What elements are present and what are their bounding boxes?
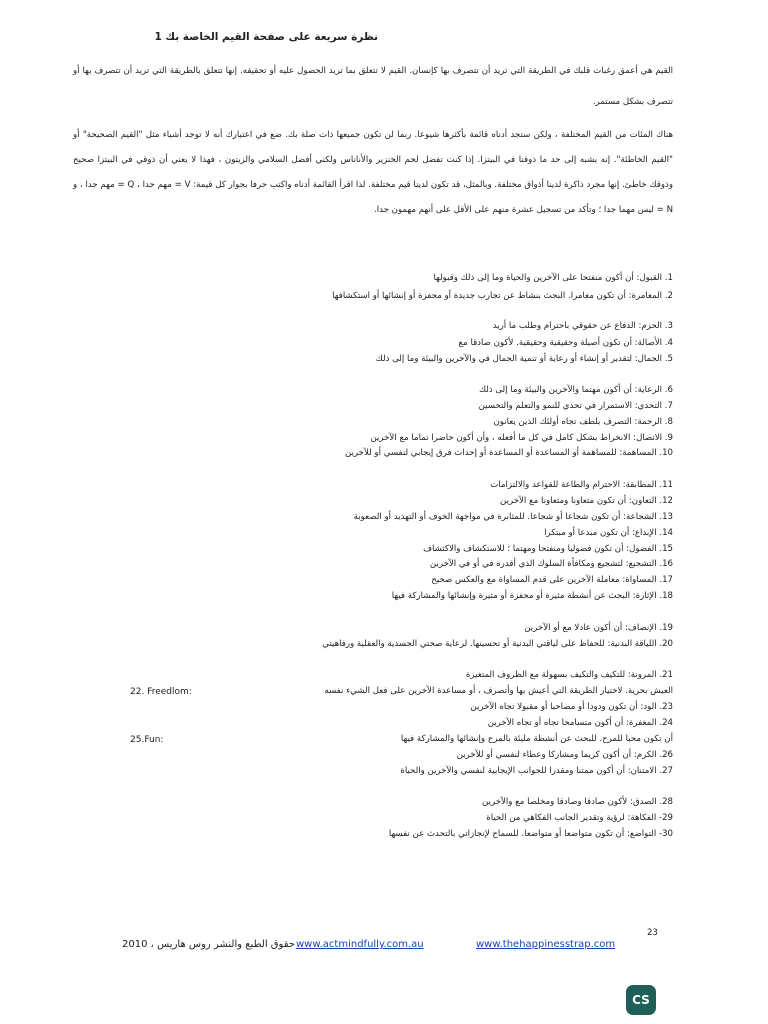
list-item: 10. المساهمة: للمساهمة أو المساعدة أو المساعدة أو إحداث فرق إيجابي لنفسي أو للآخرين [344, 448, 673, 458]
list-item: 12. التعاون: أن تكون متعاونا ومتعاونا مع الآخرين [500, 496, 673, 506]
list-item: 5. الجمال: لتقدير أو إنشاء أو رعاية أو تنمية الجمال في والآخرين والبيئة وما إلى ذلك [375, 354, 673, 364]
list-item: 1. القبول: أن أكون منفتحا على الآخرين والحياة وما إلى ذلك وقبولها [433, 273, 673, 283]
list-item: 14. الإبداع: أن تكون مبدعا أو مبتكرا [544, 528, 673, 538]
list-item: 21. المرونة: للتكيف والتكيف بسهولة مع الظروف المتغيرة [465, 670, 673, 680]
copyright-text: حقوق الطبع والنشر روس هاريس ، 2010 [122, 939, 295, 950]
list-item: 30- التواضع: أن تكون متواضعا أو متواضعا. للسماح لإنجازاتي بالتحدث عن نفسها [388, 829, 673, 839]
list-item: 29- الفكاهة: لرؤية وتقدير الجانب الفكاهي من الحياة [486, 813, 673, 823]
list-item: 13. الشجاعة: أن تكون شجاعا أو شجاعا. للمثابرة في مواجهة الخوف أو التهديد أو الصعوبة [353, 512, 673, 522]
list-item: أن تكون محبا للمرح. للبحث عن أنشطة مليئة بالمرح وإنشائها والمشاركة فيها [400, 734, 673, 744]
page-number: 23 [647, 928, 658, 938]
page-title: نظرة سريعة على صفحة القيم الخاصة بك 1 [154, 31, 378, 43]
list-item: 18. الإثارة: البحث عن أنشطة مثيرة أو محفزة أو مثيرة وإنشائها والمشاركة فيها [391, 591, 673, 601]
list-item: 6. الرعاية: أن أكون مهتما والآخرين والبيئة وما إلى ذلك [478, 385, 673, 395]
camscanner-logo: CS [626, 985, 656, 1015]
fun-label: 25.Fun: [130, 735, 164, 745]
act-mindfully-link[interactable]: www.actmindfully.com.au [296, 939, 424, 950]
list-item: 7. التحدي: الاستمرار في تحدي للنمو والتعلم والتحسين [478, 401, 673, 411]
list-item: 4. الأصالة: أن تكون أصيلة وحقيقية وحقيقية. لأكون صادقا مع [458, 338, 673, 348]
list-item: 3. الحزم: الدفاع عن حقوقي باحترام وطلب ما أريد [492, 321, 673, 331]
happiness-trap-link[interactable]: www.thehappinesstrap.com [476, 939, 616, 950]
freedom-label: 22. Freedlom: [130, 687, 192, 697]
list-item: 19. الإنصاف: أن أكون عادلا مع أو الآخرين [524, 623, 673, 633]
list-item: 8. الرحمة: التصرف بلطف تجاه أولئك الذين يعانون [493, 417, 673, 427]
list-item: 11. المطابقة: الاحترام والطاعة للقواعد والالتزامات [490, 480, 673, 490]
list-item: 17. المساواة: معاملة الآخرين على قدم المساواة مع والعكس صحيح [431, 575, 673, 585]
list-item: 26. الكرم: أن أكون كريما ومشاركا وعطاء لنفسي أو للآخرين [456, 750, 673, 760]
list-item: 27. الامتنان: أن أكون ممتنا ومقدرا للجوانب الإيجابية لنفسي والآخرين والحياة [400, 766, 673, 776]
page-footer [120, 939, 633, 955]
list-item: العيش بحرية. لاختيار الطريقة التي أعيش بها وأتصرف ، أو مساعدة الآخرين على فعل الشيء نفسه [324, 686, 673, 696]
list-item: 24. المغفرة: أن أكون متسامحا تجاه أو تجاه الآخرين [487, 718, 673, 728]
list-item: 16. التشجيع: لتشجيع ومكافأة السلوك الذي أقدره في أو في الآخرين [429, 559, 673, 569]
list-item: 2. المغامرة: أن تكون مغامرا. البحث بنشاط عن تجارب جديدة أو محفزة أو إنشائها أو استكشافها [332, 291, 673, 301]
instructions-paragraph: هناك المئات من القيم المختلفة ، ولكن ستجد أدناه قائمة بأكثرها شيوعا. ربما لن تكون جميعها ذات صلة بك. ضع في اعتبارك أنه لا توجد أشياء مثل "القيم الصحيحة" أو "القيم الخاطئة". إنه يشبه إلى حد ما ذوقنا في البيتزا. إذا كنت تفضل لحم الخنزير والأناناس ولكني أفضل السلامي والزيتون ، فهذا لا يعني أن ذوقي في البيتزا صحيح وذوقك خاطئ. إنها مجرد ذاكرة لدينا أذواق مختلفة. وبالمثل، قد تكون لدينا قيم مختلفة. لذا اقرأ القائمة أدناه واكتب حرفا بجوار كل قيمة: V = مهم جدا ، Q = مهم جدا ، و N = ليس مهما جدا ؛ وتأكد من تسجيل عشرة منهم على الأقل على أنهم مهمون جدا. [73, 130, 673, 215]
list-item: 15. الفضول: أن تكون فضوليا ومنفتحا ومهتما ؛ للاستكشاف والاكتشاف [423, 544, 673, 554]
list-item: 9. الاتصال: الانخراط بشكل كامل في كل ما أفعله ، وأن أكون حاضرا تماما مع الآخرين [370, 433, 673, 443]
list-item: 20. اللياقة البدنية: للحفاظ على لياقتي البدنية أو تحسينها. لرعاية صحتي الجسدية والعقلية ورفاهيتي [322, 639, 673, 649]
list-item: 23. الود: أن تكون ودودا أو مصاحبا أو مقبولا تجاه الآخرين [470, 702, 673, 712]
intro-paragraph: القيم هي أعمق رغبات قلبك في الطريقة التي تريد أن تتصرف بها كإنسان. القيم لا تتعلق بما تريد الحصول عليه أو تحقيقه. إنها تتعلق بالطريقة التي تريد أن تتصرف بها أو تتصرف بشكل مستمر. [73, 66, 673, 107]
list-item: 28. الصدق: لأكون صادقا وصادقا ومخلصا مع والآخرين [482, 797, 673, 807]
